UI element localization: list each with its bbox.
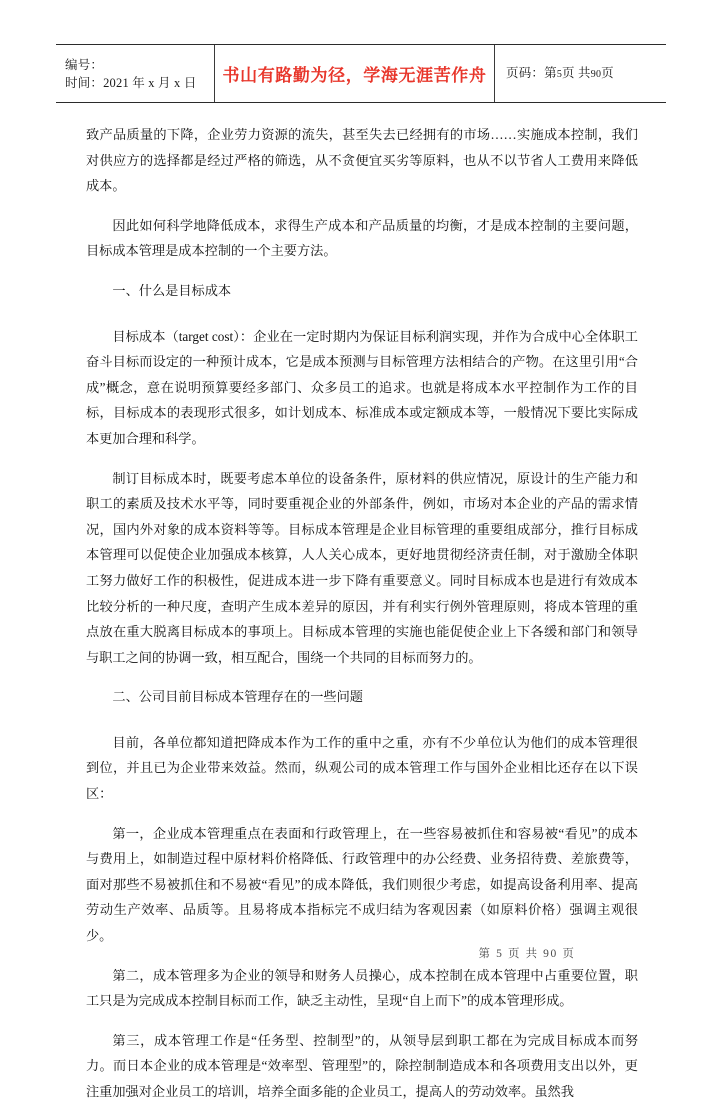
page-footer (0, 944, 720, 962)
body-paragraph: 致产品质量的下降，企业劳力资源的流失，甚至失去已经拥有的市场……实施成本控制，我们对供应方的选择都是经过严格的筛选，从不贪便宜买劣等原料，也从不以节省人工费用来降低成本。 (86, 127, 638, 194)
header-id-label: 编号： (65, 57, 104, 72)
header-page-unit-2: 页 (601, 65, 614, 80)
body-paragraph: 第一，企业成本管理重点在表面和行政管理上，在一些容易被抓住和容易被“看见”的成本与费用上，如制造过程中原材料价格降低、行政管理中的办公经费、业务招待费、差旅费等，面对那些不易被抓住和不易被“看见”的成本降低，我们则很少考虑，如提高设备利用率、提高劳动生产效率、品质等。且易将成本指标完不成归结为客观因素（如原料价格）强调主观很少。 (86, 825, 638, 944)
body-paragraph: 目标成本（target cost）：企业在一定时期内为保证目标利润实现，并作为合成中心全体职工奋斗目标而设定的一种预计成本，它是成本预测与目标管理方法相结合的产物。在这里引用“合成”概念，意在说明预算要经多部门、众多员工的追求。也就是将成本水平控制作为工作的目标，目标成本的表现形式很多，如计划成本、标准成本或定额成本等，一般情况下要比实际成本更加合理和科学。 (86, 328, 638, 446)
body-paragraph: 第二，成本管理多为企业的领导和财务人员操心，成本控制在成本管理中占重要位置，职工只是为完成成本控制目标而工作，缺乏主动性，呈现“自上而下”的成本管理形成。 (86, 967, 638, 1009)
header-current-prefix: 第 (544, 65, 557, 80)
header-total-prefix: 共 (578, 65, 591, 80)
section-heading: 二、公司目前目标成本管理存在的一些问题 (112, 689, 363, 705)
header-motto-text: 书山有路勤为径，学海无涯苦作舟 (222, 66, 487, 85)
page-header-table (56, 44, 666, 103)
header-time-row (65, 74, 210, 92)
body-paragraph: 目前，各单位都知道把降成本作为工作的重中之重，亦有不少单位认为他们的成本管理很到位，并且已为企业带来效益。然而，纵观公司的成本管理工作与国外企业相比还存在以下误区： (86, 734, 638, 802)
header-total-pages: 90 (590, 68, 602, 80)
body-paragraph: 制订目标成本时，既要考虑本单位的设备条件，原材料的供应情况，原设计的生产能力和职工的素质及技术水平等，同时要重视企业的外部条件，例如，市场对本企业的产品的需求情况，国内外对象的成本资料等等。目标成本管理是企业目标管理的重要组成部分，推行目标成本管理可以促使企业加强成本核算，人人关心成本，更好地贯彻经济责任制，对于激励全体职工努力做好工作的积极性，促进成本进一步下降有重要意义。同时目标成本也是进行有效成本比较分析的一种尺度，查明产生成本差异的原因，并有利实行例外管理原则，将成本管理的重点放在重大脱离目标成本的事项上。目标成本管理的实施也能促使企业上下各缓和部门和领导与职工之间的协调一致，相互配合，围绕一个共同的目标而努力的。 (86, 470, 638, 665)
header-page-label: 页码： (506, 65, 545, 80)
header-cell-identity (56, 45, 215, 102)
footer-page-unit-2: 页 (562, 948, 576, 960)
header-cell-pagination (495, 45, 666, 102)
header-time-value: 2021 年 x 月 x 日 (103, 75, 197, 90)
footer-total-pages: 90 (543, 948, 558, 960)
header-page-unit-1: 页 (562, 65, 575, 80)
footer-pagination (479, 945, 576, 961)
footer-current-page: 5 (496, 948, 504, 960)
document-body (86, 122, 638, 1119)
header-page-info (506, 64, 666, 84)
body-paragraph: 因此如何科学地降低成本，求得生产成本和产品质量的均衡，才是成本控制的主要问题，目标成本管理是成本控制的一个主要方法。 (86, 217, 638, 259)
footer-total-prefix: 共 (525, 948, 539, 960)
section-heading: 一、什么是目标成本 (112, 282, 232, 298)
footer-current-prefix: 第 (478, 948, 492, 960)
header-cell-motto (215, 45, 495, 102)
footer-page-unit-1: 页 (507, 948, 522, 960)
header-time-label: 时间： (65, 75, 104, 90)
body-paragraph: 第三，成本管理工作是“任务型、控制型”的，从领导层到职工都在为完成目标成本而努力。而日本企业的成本管理是“效率型、管理型”的，除控制制造成本和各项费用支出以外，更注重加强对企业员工的培训，培养全面多能的企业员工，提高人的劳动效率。虽然我 (86, 1032, 638, 1099)
header-current-page: 5 (556, 68, 563, 80)
